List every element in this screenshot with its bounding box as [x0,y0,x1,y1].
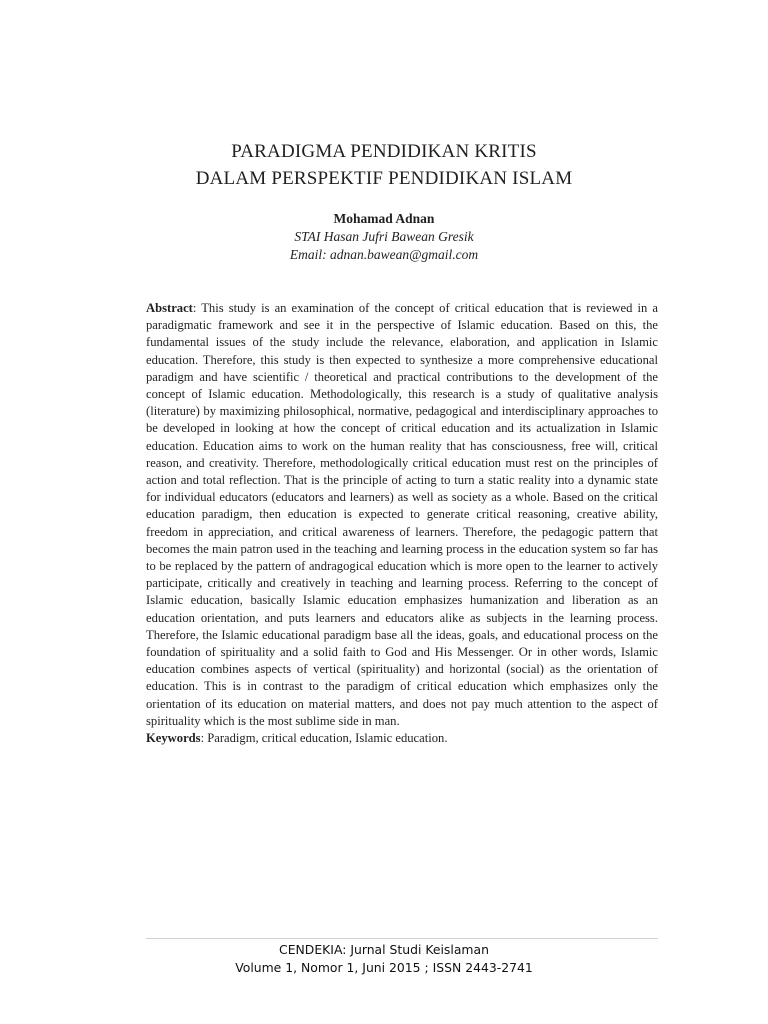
author-email: Email: adnan.bawean@gmail.com [289,247,479,262]
paper-title [0,138,768,192]
keywords-paragraph [146,730,658,747]
abstract-paragraph [146,300,658,730]
keywords-separator: : [200,731,208,746]
page-footer [0,941,768,977]
author-affiliation: STAI Hasan Jufri Bawean Gresik [294,229,474,244]
abstract-section [146,300,658,747]
footer-divider [146,938,658,939]
abstract-text: This study is an examination of the concept of critical education that is reviewed in a paradigmatic framework and see it in the perspective of Islamic education. Based on this, the fundamental issues of the study include the relevance, elaboration, and application in Islamic education. Therefore, this study is then expected to synthesize a more comprehensive educational paradigm and have scientific / theoretical and practical contributions to the development of the concept of Islamic education. Methodologically, this research is a study of qualitative analysis (literature) by maximizing philosophical, normative, pedagogical and interdisciplinary approaches to be developed in looking at how the concept of critical education and its actualization in Islamic education. Education aims to work on the human reality that has consciousness, free will, critical reason, and creativity. Therefore, methodologically critical education must rest on the principles of action and total reflection. That is the principle of acting to turn a static reality into a dynamic state for individual educators (educators and learners) as well as society as a whole. Based on the critical education paradigm, then education is expected to generate critical reasoning, creative ability, freedom in appreciation, and critical awareness of learners. Therefore, the pedagogic pattern that becomes the main patron used in the teaching and learning process in the education system so far has to be replaced by the pattern of andragogical education which is more open to the learner to actively participate, critically and creatively in teaching and learning process. Referring to the concept of Islamic education, basically Islamic education emphasizes humanization and liberation as an education orientation, and puts learners and educators alike as subjects in the learning process. Therefore, the Islamic educational paradigm base all the ideas, goals, and educational process on the foundation of spirituality and a solid faith to God and His Messenger. Or in other words, Islamic education combines aspects of vertical (spirituality) and horizontal (social) as the orientation of education. This is in contrast to the paradigm of critical education which emphasizes only the orientation of its education on material matters, and does not pay much attention to the aspect of spirituality which is the most sublime side in man. [146,301,658,728]
keywords-label: Keywords [146,731,201,746]
title-line-1: PARADIGMA PENDIDIKAN KRITIS [231,141,537,162]
keywords-text: Paradigm, critical education, Islamic education. [207,731,448,746]
footer-volume: Volume 1, Nomor 1, Juni 2015 ; ISSN 2443-2741 [235,960,533,975]
title-line-2: DALAM PERSPEKTIF PENDIDIKAN ISLAM [195,168,573,189]
footer-journal: CENDEKIA: Jurnal Studi Keislaman [279,942,489,957]
abstract-separator: : [192,301,202,315]
author-block [0,210,768,264]
author-name: Mohamad Adnan [333,211,435,226]
abstract-label: Abstract [146,301,193,315]
